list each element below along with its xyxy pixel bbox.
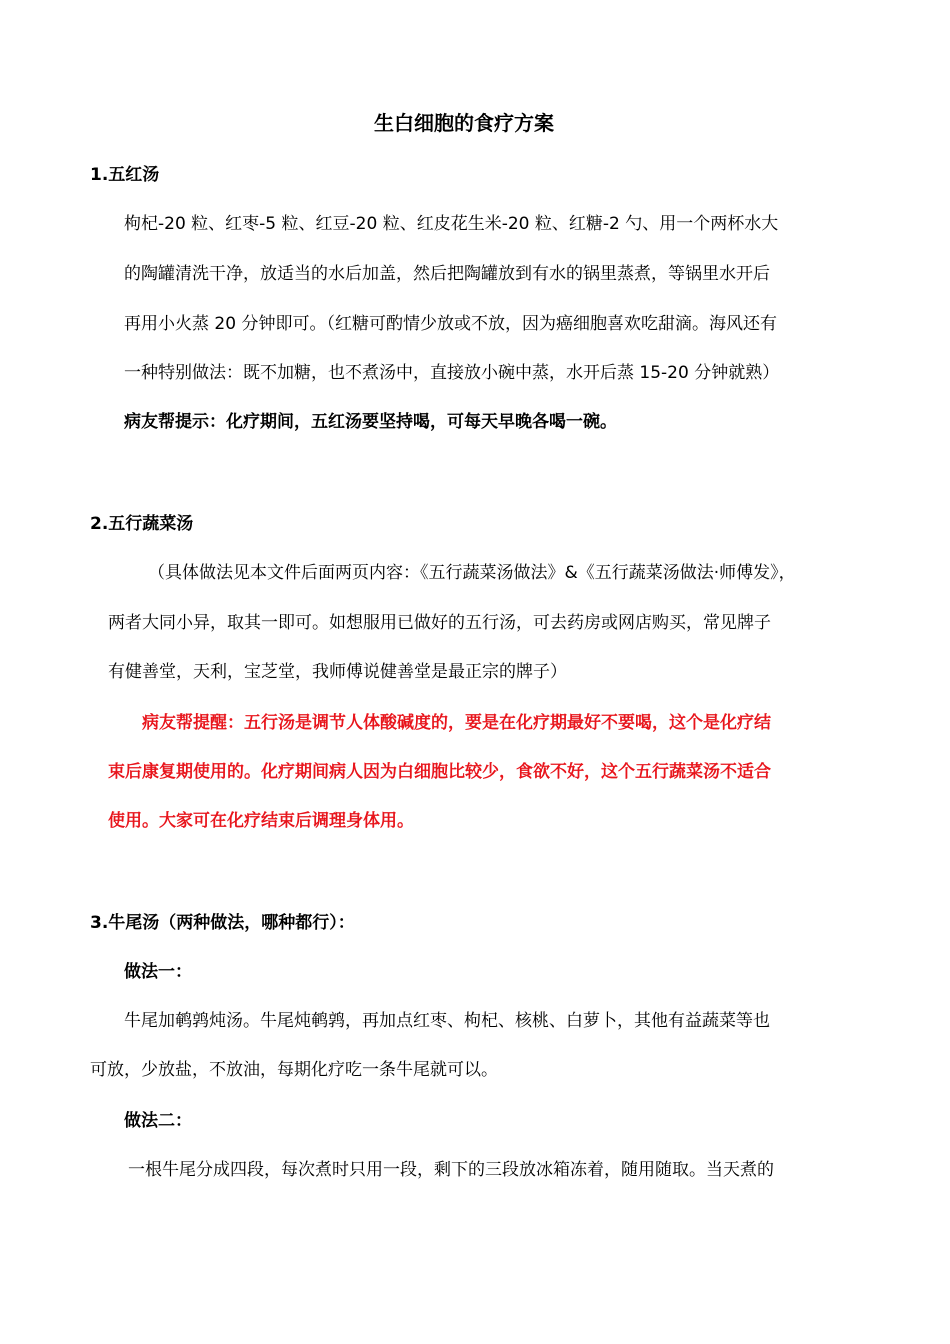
method-1-line: 可放，少放盐，不放油，每期化疗吃一条牛尾就可以。 (90, 1060, 498, 1080)
section-1-heading: 1.五红汤 (90, 165, 160, 185)
method-1-label: 做法一： (124, 962, 192, 982)
section-2-line: （具体做法见本文件后面两页内容：《五行蔬菜汤做法》&《五行蔬菜汤做法·师傅发》， (148, 563, 796, 583)
section-2-tip-line: 束后康复期使用的。化疗期间病人因为白细胞比较少，食欲不好，这个五行蔬菜汤不适合 (108, 762, 771, 782)
section-2-tip-line: 使用。大家可在化疗结束后调理身体用。 (108, 811, 414, 831)
section-1-line: 一种特别做法：既不加糖，也不煮汤中，直接放小碗中蒸，水开后蒸 15-20 分钟就熟） (124, 363, 780, 383)
section-2-line: 有健善堂，天利，宝芝堂，我师傅说健善堂是最正宗的牌子） (108, 662, 567, 682)
section-1-line: 的陶罐清洗干净，放适当的水后加盖，然后把陶罐放到有水的锅里蒸煮，等锅里水开后 (124, 264, 770, 284)
method-2-line: 一根牛尾分成四段，每次煮时只用一段，剩下的三段放冰箱冻着，随用随取。当天煮的 (128, 1160, 774, 1180)
section-1-line: 枸杞-20 粒、红枣-5 粒、红豆-20 粒、红皮花生米-20 粒、红糖-2 勺、用一个两杯水大 (124, 214, 779, 234)
section-2-heading: 2.五行蔬菜汤 (90, 514, 194, 534)
section-2-line: 两者大同小异，取其一即可。如想服用已做好的五行汤，可去药房或网店购买，常见牌子 (108, 613, 771, 633)
section-2-tip-line: 病友帮提醒：五行汤是调节人体酸碱度的，要是在化疗期最好不要喝，这个是化疗结 (142, 713, 771, 733)
page-title: 生白细胞的食疗方案 (374, 111, 554, 135)
section-1-line: 再用小火蒸 20 分钟即可。（红糖可酌情少放或不放，因为癌细胞喜欢吃甜滴。海风还有 (124, 314, 777, 334)
method-1-line: 牛尾加鹌鹑炖汤。牛尾炖鹌鹑，再加点红枣、枸杞、核桃、白萝卜，其他有益蔬菜等也 (124, 1011, 770, 1031)
section-3-heading: 3.牛尾汤（两种做法，哪种都行）： (90, 913, 355, 933)
method-2-label: 做法二： (124, 1111, 192, 1131)
section-1-tip: 病友帮提示：化疗期间，五红汤要坚持喝，可每天早晚各喝一碗。 (124, 412, 617, 432)
